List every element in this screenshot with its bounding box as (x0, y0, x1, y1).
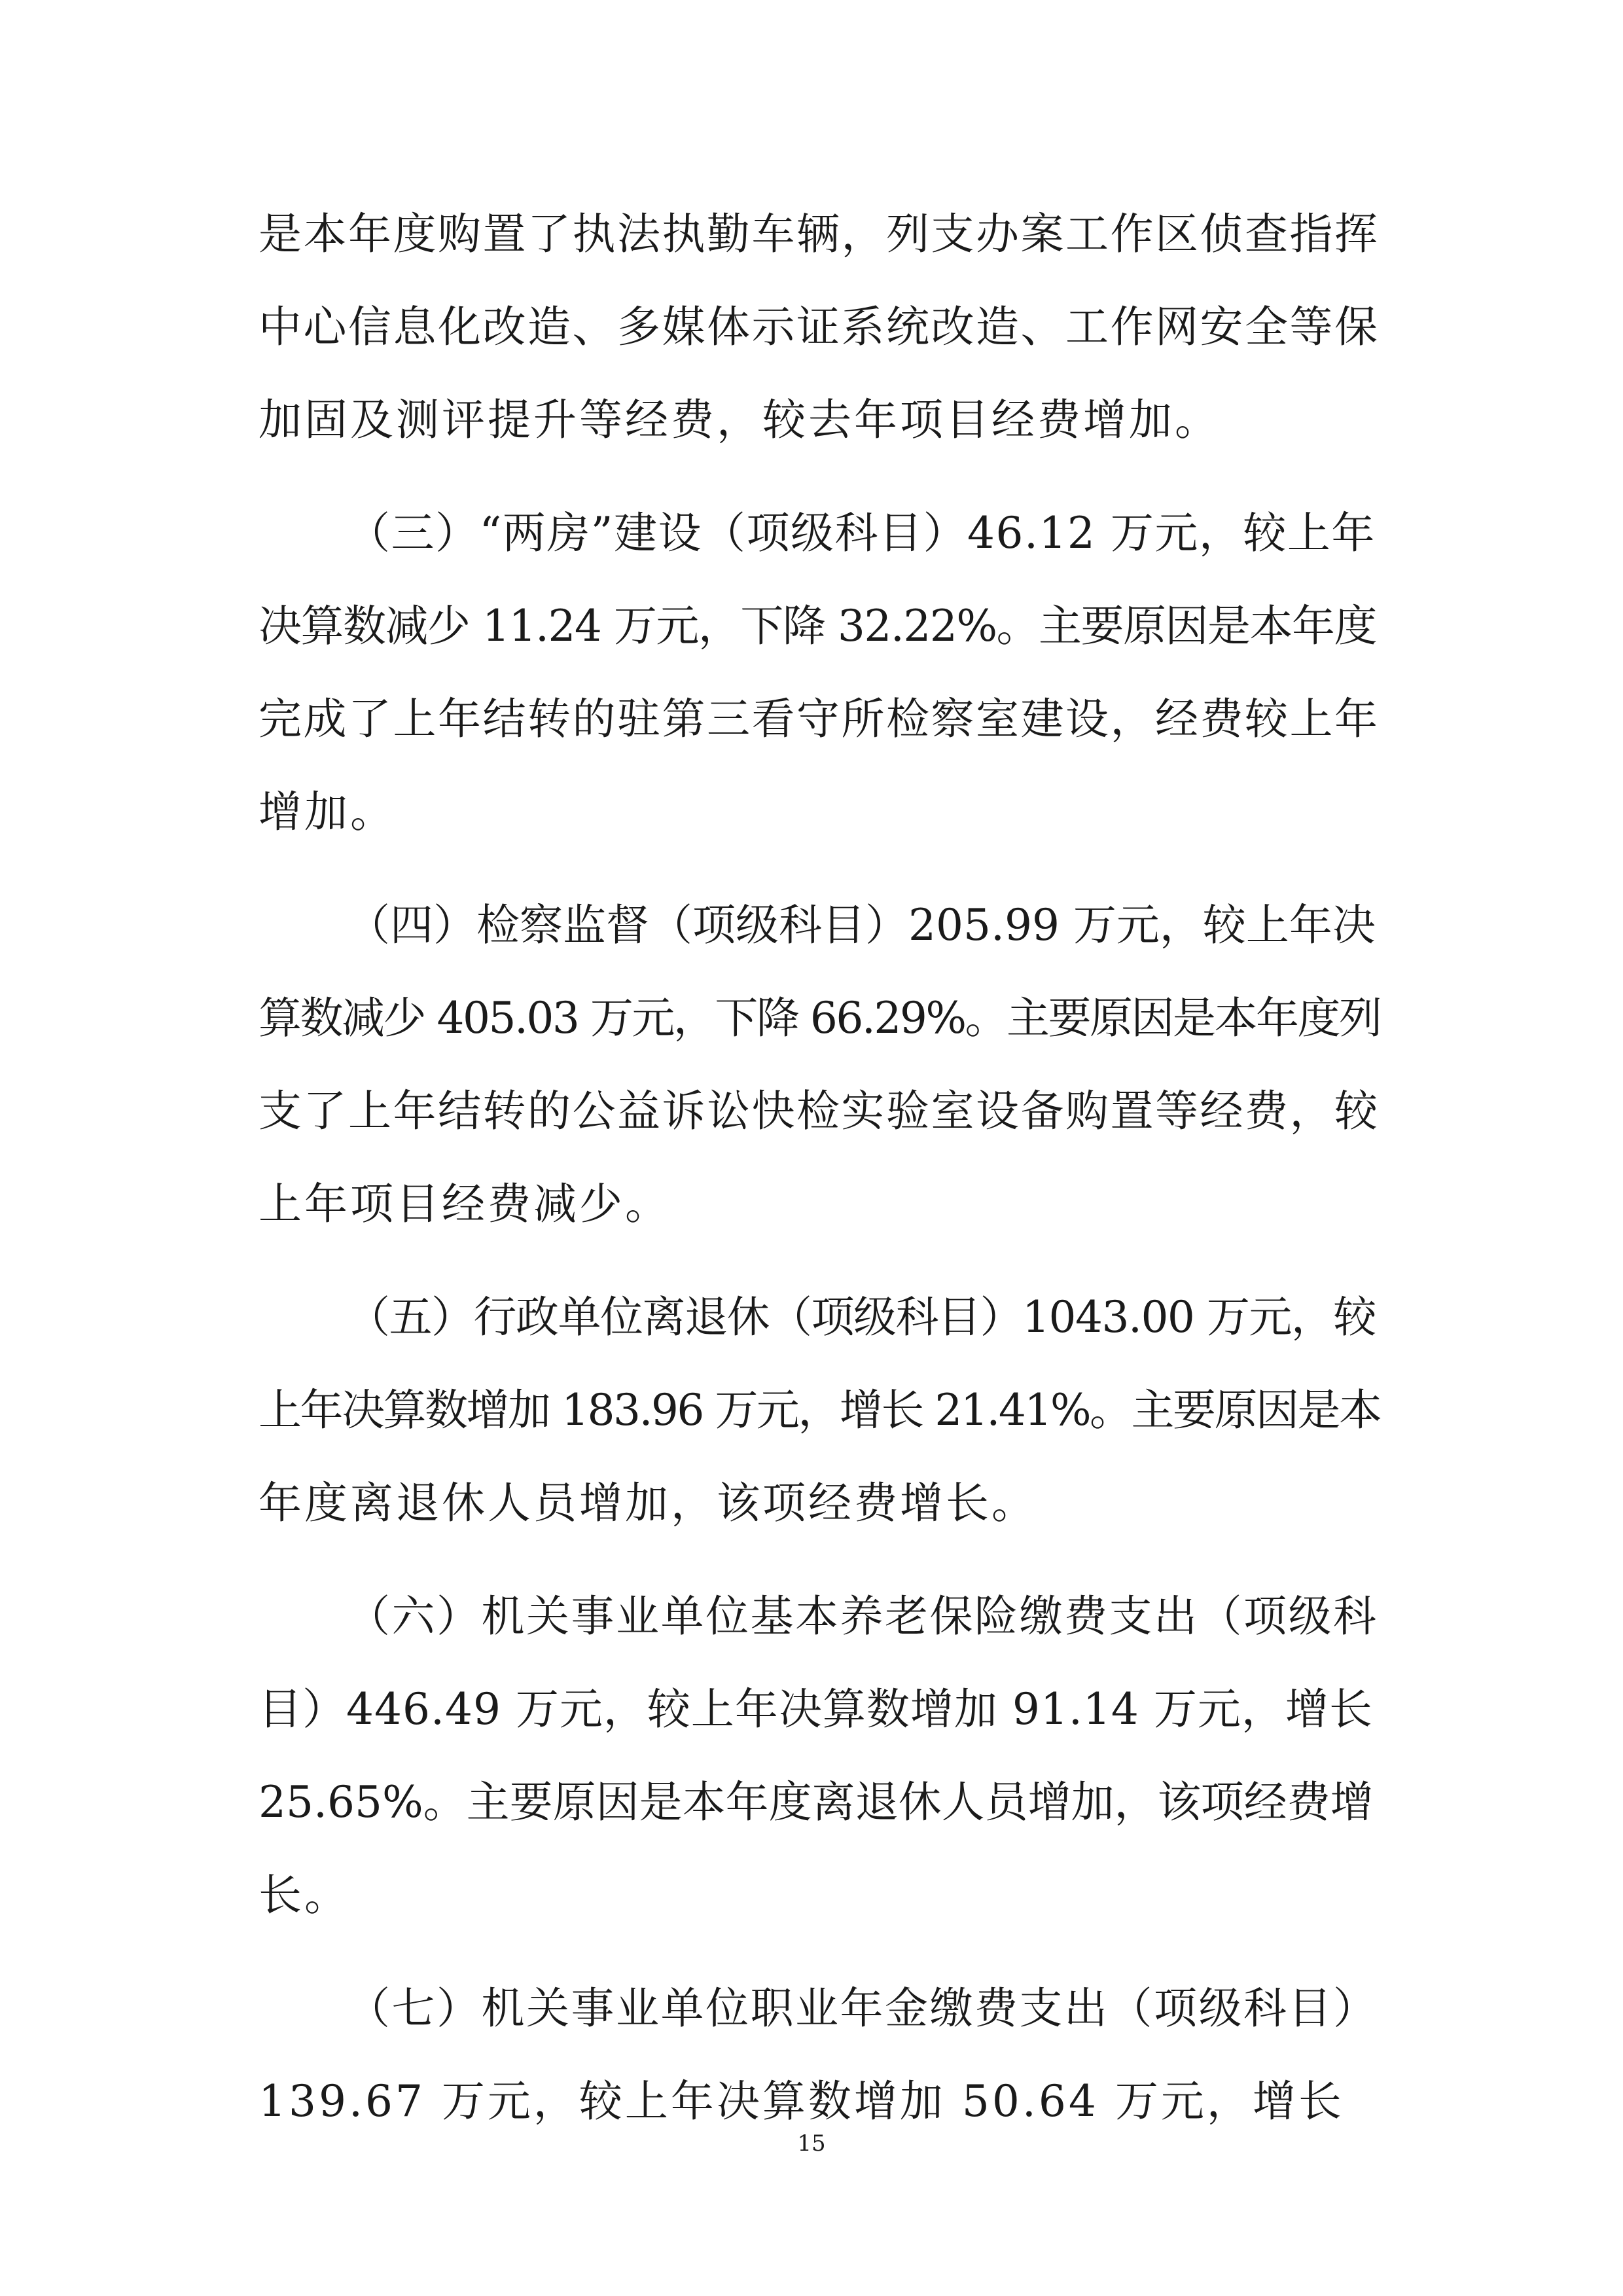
text-line: 决算数减少 11.24 万元，下降 32.22%。主要原因是本年度 (259, 601, 1377, 651)
text-line: 中心信息化改造、多媒体示证系统改造、工作网安全等保 (259, 302, 1380, 352)
text-line: （五）行政单位离退休（项级科目）1043.00 万元，较 (347, 1292, 1376, 1342)
text-line: 支了上年结转的公益诉讼快检实验室设备购置等经费，较 (259, 1086, 1380, 1136)
text-line: 上年项目经费减少。 (259, 1179, 671, 1229)
text-line: （七）机关事业单位职业年金缴费支出（项级科目） (347, 1983, 1378, 2034)
text-line: （六）机关事业单位基本养老保险缴费支出（项级科 (347, 1591, 1378, 1641)
text-line: 是本年度购置了执法执勤车辆，列支办案工作区侦查指挥 (259, 209, 1380, 259)
text-line: 139.67 万元，较上年决算数增加 50.64 万元，增长 (259, 2076, 1344, 2126)
page-number: 15 (797, 2130, 826, 2157)
text-line: 25.65%。主要原因是本年度离退休人员增加，该项经费增 (259, 1777, 1374, 1827)
text-line: （三）“两房”建设（项级科目）46.12 万元，较上年 (347, 508, 1376, 558)
text-line: 算数减少 405.03 万元，下降 66.29%。主要原因是本年度列 (259, 993, 1381, 1043)
text-line: 长。 (259, 1870, 350, 1920)
text-line: 加固及测评提升等经费，较去年项目经费增加。 (259, 395, 1221, 445)
text-line: 完成了上年结转的驻第三看守所检察室建设，经费较上年 (259, 694, 1380, 744)
text-line: 年度离退休人员增加，该项经费增长。 (259, 1478, 1037, 1528)
text-line: 上年决算数增加 183.96 万元，增长 21.41%。主要原因是本 (259, 1385, 1381, 1435)
text-line: （四）检察监督（项级科目）205.99 万元，较上年决 (347, 900, 1376, 950)
text-line: 目）446.49 万元，较上年决算数增加 91.14 万元，增长 (259, 1684, 1373, 1734)
text-line: 增加。 (259, 787, 396, 837)
